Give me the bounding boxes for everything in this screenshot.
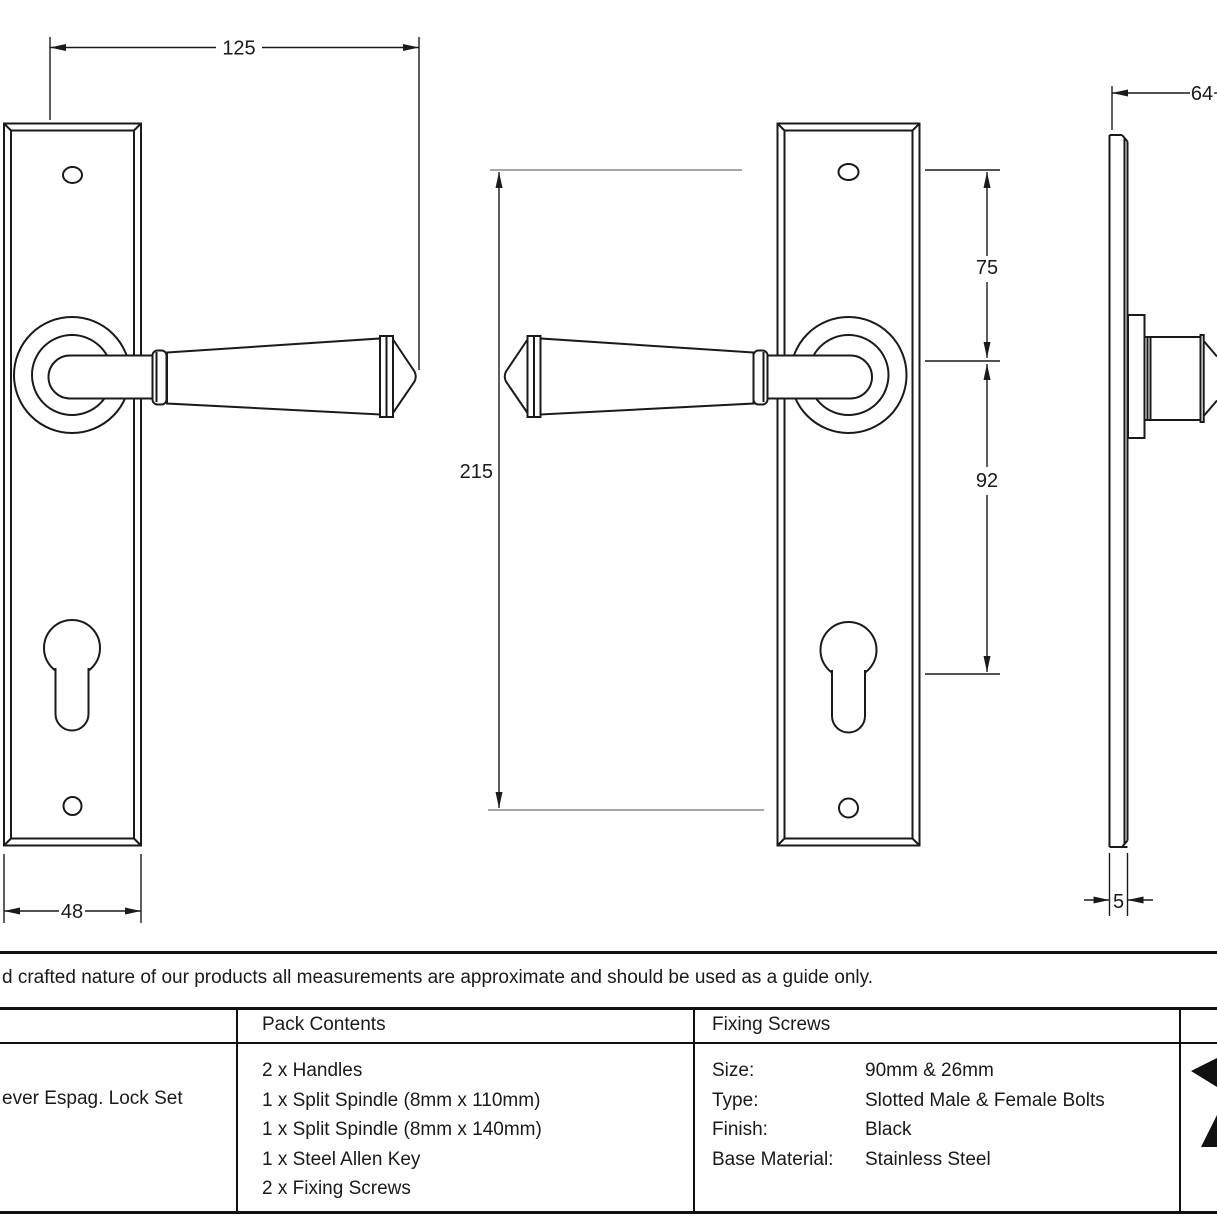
pack-item: 2 x Fixing Screws (262, 1178, 411, 1199)
backplate-corner-bevels (778, 124, 920, 846)
fixing-screws-header: Fixing Screws (712, 1014, 831, 1035)
screw-hole-top (63, 167, 82, 183)
table-border-bottom (0, 1211, 1217, 1214)
logo-shape (1191, 1058, 1217, 1087)
front-view-left (4, 124, 416, 846)
pack-item: 1 x Split Spindle (8mm x 110mm) (262, 1089, 541, 1111)
backplate-outline (4, 124, 141, 846)
backplate-bevel (11, 131, 134, 839)
spec-label: Type: (712, 1089, 759, 1111)
table-column-divider (236, 1007, 239, 1214)
dim-label-92: 92 (975, 470, 999, 492)
euro-keyhole-slot-mask (56, 665, 89, 731)
table-border-top (0, 1007, 1217, 1010)
spec-label: Base Material: (712, 1148, 834, 1170)
pack-item: 1 x Steel Allen Key (262, 1148, 421, 1170)
dim-label-125: 125 (222, 37, 256, 60)
lever-neck (760, 356, 872, 399)
lever-neck (48, 356, 160, 399)
dimension-plate-thickness (1084, 853, 1153, 916)
dim-label-75: 75 (975, 257, 999, 279)
lever-side-ring (1201, 335, 1204, 422)
disclaimer-text: d crafted nature of our products all measurements are approximate and should be used as a guide only. (2, 967, 874, 988)
dim-label-48: 48 (60, 901, 84, 923)
table-column-divider (693, 1007, 696, 1214)
lever-grip (167, 339, 380, 415)
spec-value: Slotted Male & Female Bolts (865, 1089, 1105, 1111)
screw-hole-bottom (839, 799, 858, 818)
lever-side-cone (1204, 401, 1217, 417)
backplate-outline (778, 124, 920, 846)
dimension-spindle-to-cylinder (925, 364, 1000, 674)
lever-cone-tip (505, 340, 528, 414)
dimension-projection (1112, 83, 1217, 130)
table-column-divider (1179, 1007, 1182, 1214)
fixing-screws-labels (712, 1056, 833, 1174)
lever-collar (754, 351, 768, 405)
section-divider (0, 951, 1217, 954)
anvil-logo-fragment (1186, 1050, 1217, 1155)
spec-value: Black (865, 1119, 912, 1140)
dim-label-5: 5 (1112, 891, 1125, 913)
dim-label-64: 64 (1190, 83, 1214, 105)
dimension-plate-width (4, 854, 141, 923)
rose-side (1128, 315, 1145, 438)
lever-cone-tip (393, 340, 416, 414)
backplate-corner-bevels (4, 124, 141, 846)
pack-item: 2 x Handles (262, 1060, 363, 1081)
logo-shape (1201, 1115, 1217, 1147)
table-header-divider (0, 1042, 1217, 1045)
lever-grip (541, 339, 754, 415)
side-view (1110, 135, 1217, 847)
dimension-overall-length (50, 37, 419, 370)
lever-side-body (1145, 337, 1201, 420)
front-view-middle (505, 124, 920, 846)
spec-label: Finish: (712, 1119, 768, 1140)
spec-value: Stainless Steel (865, 1148, 991, 1170)
euro-keyhole-slot-mask (832, 667, 865, 733)
lever-collar (153, 351, 167, 405)
screw-hole-bottom (64, 797, 82, 815)
pack-contents-header: Pack Contents (262, 1014, 386, 1035)
dimension-screw-to-spindle (925, 170, 1000, 361)
screw-hole-top (839, 164, 859, 180)
dimension-plate-height (460, 170, 764, 810)
spec-value: 90mm & 26mm (865, 1060, 994, 1081)
spec-label: Size: (712, 1060, 755, 1081)
fixing-screws-values (865, 1056, 1105, 1174)
pack-item: 1 x Split Spindle (8mm x 140mm) (262, 1119, 542, 1140)
product-name: ever Espag. Lock Set (2, 1088, 183, 1109)
lever-side-cone (1204, 341, 1217, 357)
dim-label-215: 215 (459, 461, 493, 483)
pack-contents-list (262, 1056, 542, 1204)
